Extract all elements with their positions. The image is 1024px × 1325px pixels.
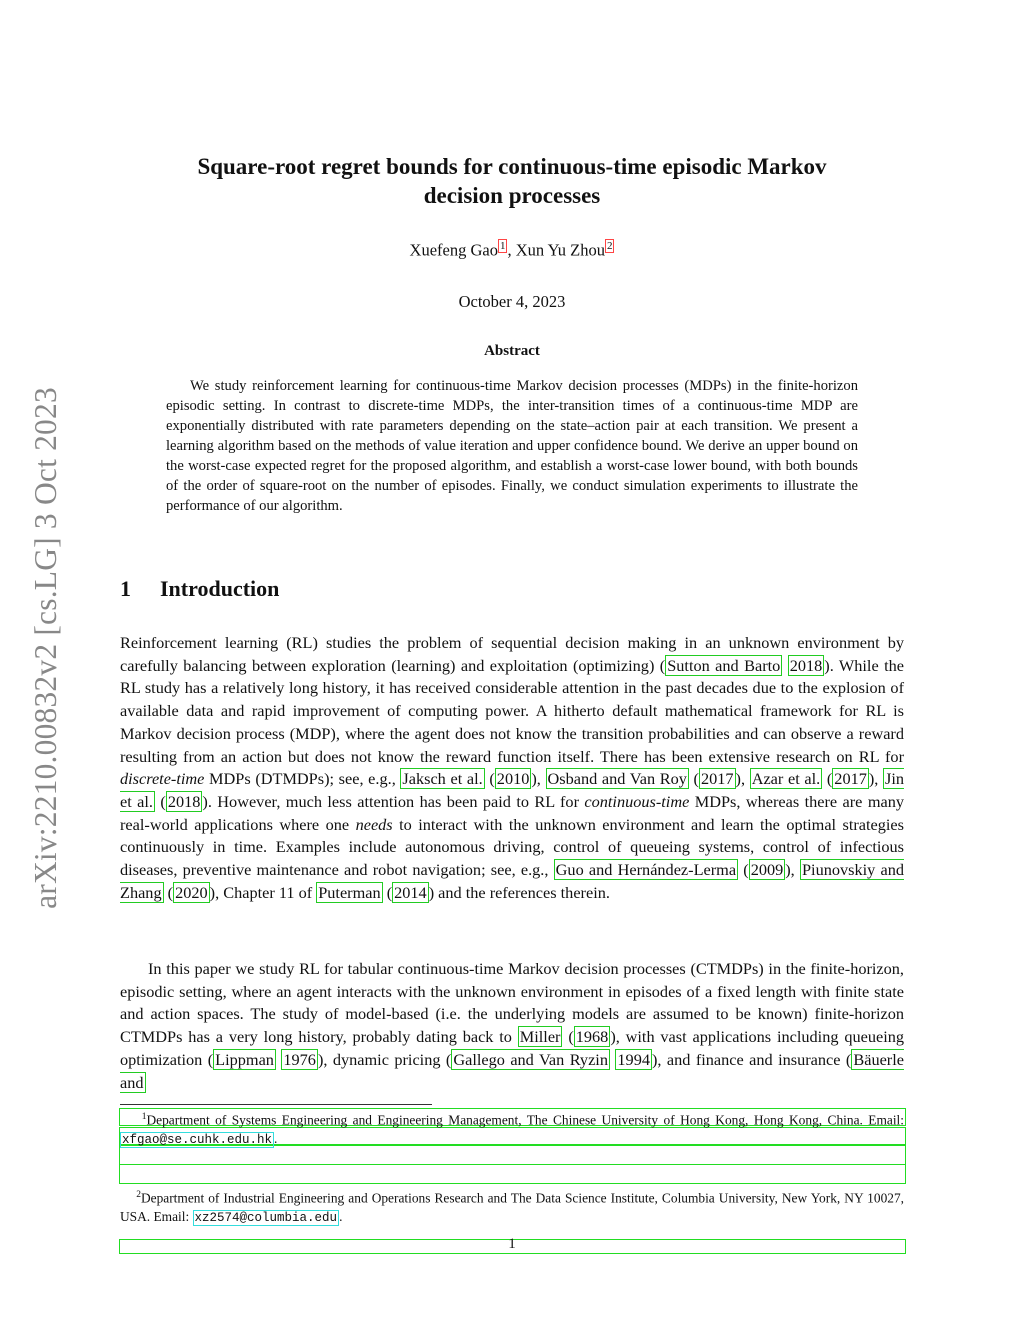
citation-year-link[interactable]: 2014 <box>394 882 427 902</box>
author-2: Xun Yu Zhou <box>515 240 605 260</box>
footnote-ref-2[interactable]: 2 <box>606 240 613 252</box>
citation-year-link[interactable]: 1976 <box>283 1049 316 1069</box>
text-run: and the references therein. <box>434 882 610 902</box>
email-link-2[interactable]: xz2574@columbia.edu <box>194 1211 338 1226</box>
text-run: to interact with the unknown environment and learn the optimal strategies continuously in time. Examples include autonomous driving, control of queueing systems, control of infectious diseases, preventive maintenance and robot navigation; see, e.g., <box>120 814 904 880</box>
author-separator: , <box>507 240 516 260</box>
citation-link[interactable]: Lippman <box>215 1049 274 1069</box>
section-title: Introduction <box>160 576 280 601</box>
citation-year-link[interactable]: 2020 <box>175 882 208 902</box>
citation-year-link[interactable]: 1994 <box>617 1049 650 1069</box>
paper-date: October 4, 2023 <box>458 292 566 311</box>
citation-link[interactable]: Bäuerle and <box>120 1049 904 1092</box>
footnote-1: $^1$Department of Systems Engineering and Engineering Management, The Chinese University of Hong Kong, Hong Kong, China. Email: xfgao@se.cuhk.edu.hk . <box>122 1112 905 1147</box>
title-line-2: decision processes <box>423 183 601 208</box>
footnote-2-mark: 2 <box>136 1190 141 1201</box>
intro-paragraph-1: Reinforcement learning (RL) studies the problem of sequential decision making in an unknown environment by carefully balancing between exploration (learning) and exploitation (optimizing) ( Sutton and Barto 2018 ). While the RL study has a relatively long history, it has received considerable attention in the past decades due to the explosion of available data and rapid improvement of computing power. A hitherto default mathematical framework for RL is Markov decision process (MDP), where the agent does not know the transition probabilities and can observe a reward resulting from an action but does not know the reward function itself. There has been extensive research on RL for discrete-time MDPs (DTMDPs); see, e.g., Jaksch et al. ( 2010 ), Osband and Van Roy ( 2017 ), Azar et al. ( 2017 ), Jin et al. ( 2018 ). However, much less attention has been paid to RL for continuous-time MDPs, whereas there are many real-world applications where one needs to interact with the unknown environment and learn the optimal strategies continuously in time. Examples include autonomous driving, control of queueing systems, control of infectious diseases, preventive maintenance and robot navigation; see, e.g., Guo and Hernández-Lerma ( 2009 ), Piunovskiy and Zhang ( 2020 ), Chapter 11 of Puterman ( 2014 ) and the references therein. <box>120 633 905 902</box>
section-heading <box>120 576 279 602</box>
abstract-heading: Abstract <box>484 343 540 359</box>
abstract-text: We study reinforcement learning for continuous-time Markov decision processes (MDPs) in the finite-horizon episodic setting. In contrast to discrete-time MDPs, the inter-transition times of a continuous-time MDP are exponentially distributed with rate parameters depending on the state–action pair at each transition. We present a learning algorithm based on the methods of value iteration and upper confidence bound. We derive an upper bound on the worst-case expected regret for the proposed algorithm, and establish a worst-case lower bound, with both bounds of the order of square-root on the number of episodes. Finally, we conduct simulation experiments to illustrate the performance of our algorithm. <box>166 378 858 514</box>
footnote-1-text: Department of Systems Engineering and Engineering Management, The Chinese University of Hong Kong, Hong Kong, China. Email: <box>146 1112 905 1128</box>
text-run: ), dynamic pricing ( <box>317 1049 452 1069</box>
text-run: ), and finance and insurance ( <box>651 1049 852 1069</box>
footnote-ref-1[interactable]: 1 <box>499 240 506 252</box>
citation-link[interactable]: Sutton and Barto <box>667 655 781 675</box>
emphasis: needs <box>355 814 393 834</box>
citation-link[interactable]: Gallego and Van Ryzin <box>453 1049 608 1069</box>
paper-title <box>120 152 904 210</box>
citation-year-link[interactable]: 2018 <box>789 655 823 675</box>
footnote-rule <box>120 1104 432 1105</box>
text-run: MDPs (DTMDPs); see, e.g., <box>204 769 401 789</box>
footnote-2-link-box-cont[interactable] <box>119 1164 906 1184</box>
citation-link[interactable]: Piunovskiy and Zhang <box>120 860 904 902</box>
text-run: , Chapter 11 of <box>215 882 317 902</box>
citation-year-link[interactable]: 1968 <box>575 1027 609 1047</box>
email-link-1[interactable]: xfgao@se.cuhk.edu.hk <box>122 1132 273 1147</box>
text-run: , with vast applications including queueing optimization ( <box>120 1027 904 1069</box>
citation-year-link[interactable]: 2017 <box>834 769 867 789</box>
emphasis: continuous-time <box>584 791 690 811</box>
text-run: MDPs, whereas there are many real-world applications where one <box>120 791 904 834</box>
author-1: Xuefeng Gao <box>409 240 498 260</box>
text-run: ). While the RL study has a relatively long history, it has received considerable attention in the past decades due to the explosion of available data and rapid improvement of computing power. A hitherto default mathematical framework for RL is Markov decision process (MDP), where the agent does not know the transition probabilities and can observe a reward resulting from an action but does not know the reward function itself. There has been extensive research on RL for <box>120 655 905 766</box>
citation-link[interactable]: Miller <box>519 1027 561 1047</box>
citation-link[interactable]: Jin et al. <box>120 769 905 811</box>
footnote-2-text: Department of Industrial Engineering and Operations Research and The Data Science Institute, Columbia University, New York, NY 10027, USA. Email: <box>120 1190 905 1225</box>
title-line-1: Square-root regret bounds for continuous-time episodic Markov <box>197 154 827 179</box>
intro-paragraph-2: In this paper we study RL for tabular continuous-time Markov decision processes (CTMDPs) in the finite-horizon, episodic setting, where an agent interacts with the unknown environment in episodes of a fixed length with finite state and action spaces. The study of model-based (i.e. the underlying models are assumed to be known) finite-horizon CTMDPs has a very long history, probably dating back to Miller ( 1968 ), with vast applications including queueing optimization ( Lippman 1976 ), dynamic pricing ( Gallego and Van Ryzin 1994 ), and finance and insurance ( Bäuerle and <box>120 959 904 1092</box>
section-number: 1 <box>120 576 131 601</box>
citation-link[interactable]: Azar et al. <box>751 769 821 789</box>
citation-year-link[interactable]: 2010 <box>496 769 530 789</box>
page-number: 1 <box>508 1236 516 1252</box>
author-list <box>120 240 904 261</box>
citation-link[interactable]: Puterman <box>318 882 381 902</box>
text-run: Reinforcement learning (RL) studies the problem of sequential decision making in an unknown environment by carefully balancing between exploration (learning) and exploitation (optimizing) ( <box>120 633 904 675</box>
citation-year-link[interactable]: 2009 <box>750 860 784 880</box>
citation-link[interactable]: Guo and Hernández-Lerma <box>555 860 737 880</box>
text-run: In this paper we study RL for tabular continuous-time Markov decision processes (CTMDPs) in the finite-horizon, episodic setting, where an agent interacts with the unknown environment in episodes of a fixed length with finite state and action spaces. The study of model-based (i.e. the underlying models are assumed to be known) finite-horizon CTMDPs has a very long history, probably dating back to <box>120 959 904 1047</box>
text-run: . However, much less attention has been paid to RL for <box>207 791 585 811</box>
citation-year-link[interactable]: 2018 <box>167 791 201 811</box>
citation-year-link[interactable]: 2017 <box>700 769 734 789</box>
citation-link[interactable]: Osband and Van Roy <box>547 769 687 789</box>
footnote-2: $^2$Department of Industrial Engineering and Operations Research and The Data Science Institute, Columbia University, New York, NY 10027, USA. Email: xz2574@columbia.edu . <box>120 1190 905 1226</box>
citation-link[interactable]: Jaksch et al. <box>402 769 483 789</box>
footnote-1-mark: 1 <box>141 1112 147 1122</box>
arxiv-stamp <box>16 365 76 930</box>
arxiv-stamp-text: arXiv:2210.00832v2 [cs.LG] 3 Oct 2023 <box>28 386 64 909</box>
emphasis: discrete-time <box>120 769 205 789</box>
